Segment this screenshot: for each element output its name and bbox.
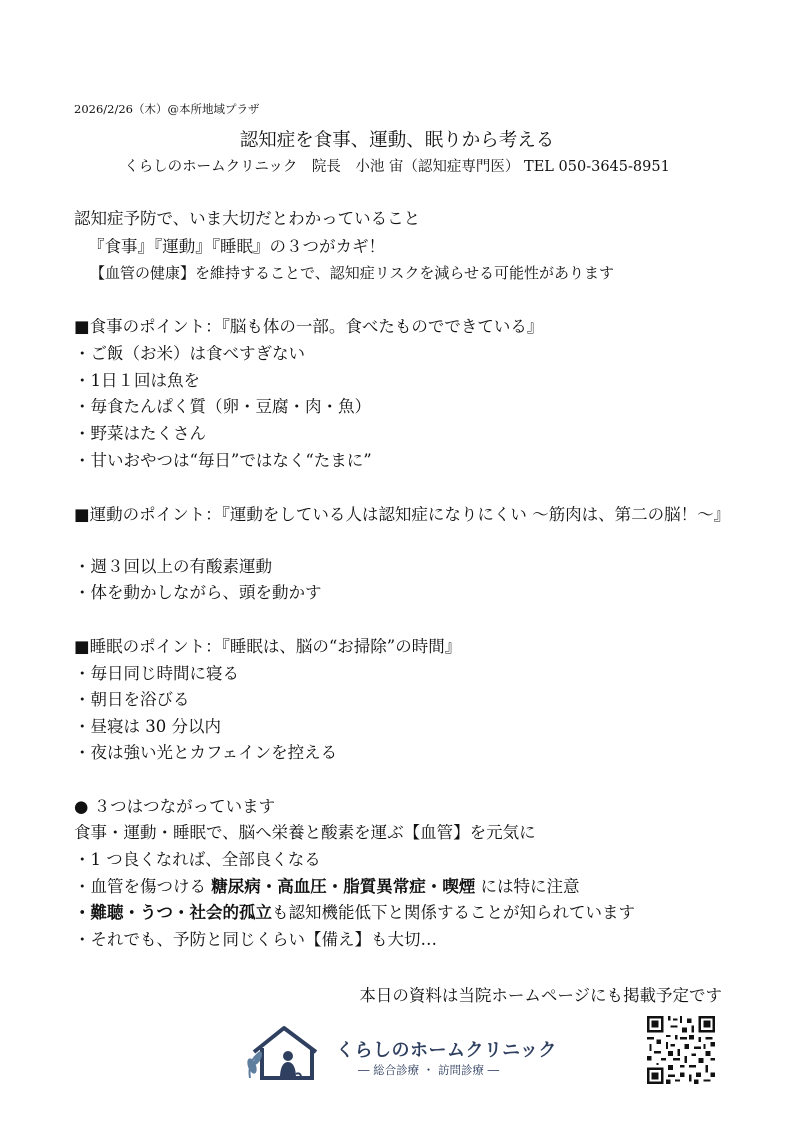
exercise-heading: ■運動のポイント：『運動をしている人は認知症になりにくい ～筋肉は、第二の脳！～』 (74, 505, 731, 524)
list-item: ・朝日を浴びる (74, 690, 190, 709)
event-date: 2026/2/26（木）@本所地域プラザ (74, 102, 260, 116)
intro-lead: 認知症予防で、いま大切だとわかっていること (74, 209, 421, 228)
list-item: ・それでも、予防と同じくらい【備え】も大切… (74, 930, 437, 949)
cognitive-factors: ・難聴・うつ・社会的孤立 (74, 903, 272, 922)
list-item: ・毎日同じ時間に寝る (74, 664, 239, 683)
risk-post: には特に注意 (475, 877, 580, 896)
list-item-risk-factors (74, 876, 580, 898)
intro-key: 『食事』『運動』『睡眠』の３つがカギ！ (88, 237, 385, 256)
qr-code-icon[interactable] (647, 1016, 715, 1084)
list-item: ・野菜はたくさん (74, 424, 206, 443)
footer-note: 本日の資料は当院ホームページにも掲載予定です (359, 986, 722, 1005)
connection-heading: ● ３つはつながっています (74, 797, 276, 816)
list-item: ・昼寝は 30 分以内 (74, 717, 221, 736)
list-item: ・甘いおやつは“毎日”ではなく“たまに” (74, 451, 372, 470)
house-icon (240, 1022, 324, 1082)
list-item-cognitive-factors (74, 902, 635, 924)
list-item: ・週３回以上の有酸素運動 (74, 557, 272, 576)
sleep-heading: ■睡眠のポイント：『睡眠は、脳の“お掃除”の時間』 (74, 637, 462, 656)
list-item: ・1日１回は魚を (74, 371, 200, 390)
list-item: ・ご飯（お米）は食べすぎない (74, 344, 305, 363)
risk-factors: 糖尿病・高血圧・脂質異常症・喫煙 (211, 877, 476, 896)
clinic-logo (240, 1022, 570, 1084)
cognitive-post: も認知機能低下と関係することが知られています (272, 903, 635, 922)
clinic-info: くらしのホームクリニック 院長 小池 宙（認知症専門医） TEL 050-3645-8951 (124, 159, 670, 175)
logo-subtitle: ― 総合診療 ・ 訪問診療 ― (358, 1063, 500, 1077)
intro-note: 【血管の健康】を維持することで、認知症リスクを減らせる可能性があります (90, 264, 614, 282)
list-item: ・体を動かしながら、頭を動かす (74, 583, 322, 602)
list-item: ・夜は強い光とカフェインを控える (74, 743, 338, 762)
connection-lead: 食事・運動・睡眠で、脳へ栄養と酸素を運ぶ【血管】を元気に (74, 823, 536, 842)
risk-pre: ・血管を傷つける (74, 877, 212, 896)
logo-name: くらしのホームクリニック (336, 1040, 557, 1061)
list-item: ・毎食たんぱく質（卵・豆腐・肉・魚） (74, 397, 371, 416)
diet-heading: ■食事のポイント：『脳も体の一部。食べたものでできている』 (74, 317, 544, 336)
document-title: 認知症を食事、運動、眠りから考える (239, 130, 555, 151)
list-item: ・1 つ良くなれば、全部良くなる (74, 850, 321, 869)
